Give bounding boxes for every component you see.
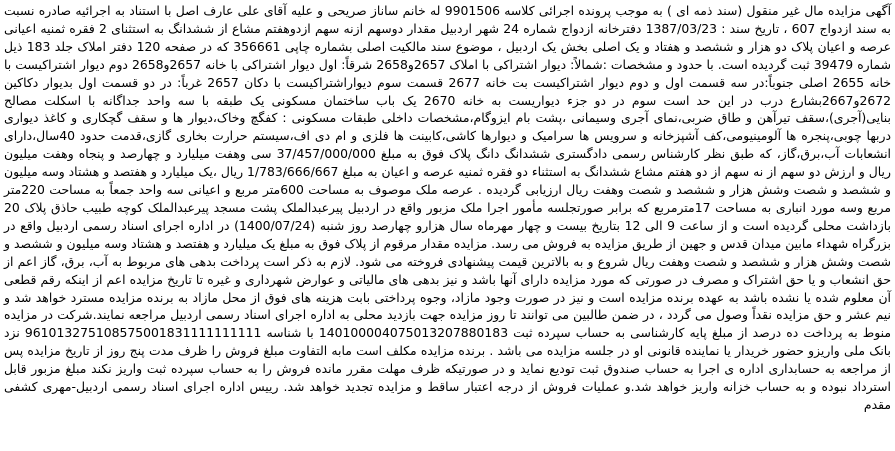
notice-body: آگهی مزایده مال غیر منقول (سند ذمه ای ) به موجب پرونده اجرائی کلاسه 9901506 له خانم ساناز صریحی و علیه آقای علی عارف اصل با استناد به اجرائیه صادره نسبت به سند ازدواج 607 ، تاریخ سند : 1387/03/23 دفترخانه ازدواج شماره 24 شهر اردبیل مقدار دوسهم ازنه سهم ازدوهفتم مشاع از ششدانگ به استثنای 2 فقره ثمنیه اعیانی عرصه و اعیان پلاک دو هزار و ششصد و هفتاد و یک اصلی بخش یک اردبیل ، موضوع سند مالکیت اصلی بشماره چاپی 356661 که در صفحه 120 دفتر املاک جلد 183 ذیل شماره 39479 ثبت گردیده است. با حدود و مشخصات :شمالاً: دیوار اشتراکی با املاک 2657و2658 شرقاً: اول دیوار اشتراکی با خانه 2657و2658 دوم دیوار اشتراکیست با خانه 2655 اصلی جنوباً:در سه قسمت اول و دوم دیوار اشتراکیست بت خانه 2677 قسمت سوم دیواراشتراکیست با دکان 2657 غرباً: در دو قسمت اول بدیوار دکاکین 2672و2667بشارع درب در این حد است سوم در دو جزء دیواریست به خانه 2670 یک باب ساختمان مسکونی یک طبقه با سه واحد جداگانه با اسکلت مصالح بنایی(آجری)،سقف تیرآهن و طاق ضربی،نمای آجری وسیمانی ،پشت بام ایزوگام،مشخصات داخلی طبقات مسکونی : کفگچ وخاک،دیوار ها و سقف گچکاری و کاغذ دیواری دربها چوبی،پنجره ها آلومینیومی،کف آشپزخانه و سرویس ها سرامیک و دیوارها کاشی،کابینت ها فلزی و ام دی اف،سیستم حرارت بخاری گازی،قدمت حدود 40سال،دارای انشعابات آب،برق،گاز، که طبق نظر کارشناس رسمی دادگستری ششدانگ دانگ پلاک فوق به مبلغ 37/457/000/000 سی وهفت میلیارد و چهارصد و پنجاه وهفت میلیون ریال و ارزش دو سهم از نه سهم از دو هفتم مشاع ششدانگ به استثناء دو فقره ثمنیه عرصه و اعیان به مبلغ 1/783/666/667 ریال ،یک میلیارد و هفتصد و هشتاد وسه میلیون و ششصد و شصت وشش هزار و ششصد و شصت وهفت ریال ارزیابی گردیده . عرصه ملک موصوف به مساحت 600متر مربع و اعیانی سه واحد جمعاً به مساحت 220متر مربع وسه مورد انباری به مساحت 17مترمربع که برابر صورتجلسه مأمور اجرا ملک مزبور واقع در اردبیل پیرعبدالملک پشت مسجد پیرعبدالملک کوچه طبیب حاذق پلاک 20 بازداشت محلی گردیده است و از ساعت 9 الی 12 بتاریخ بیست و چهار مهرماه سال هزارو چهارصد روز شنبه (1400/07/24) در اداره اجرای اسناد رسمی اردبیل واقع در بزرگراه شهداء مابین میدان قدس و جهین از طریق مزایده به فروش می رسد. مزایده مقدار مرقوم از پلاک فوق به مبلغ یک میلیارد و هفتصد و هشتاد وسه میلیون و ششصد و شصت وشش هزار و ششصد و شصت وهفت ریال شروع و به بالاترین قیمت پیشنهادی فروخته می شود. لازم به ذکر است پرداخت بدهی های مربوط به آب، برق، گاز اعم از حق انشعاب و یا حق اشتراک و مصرف در صورتی که مورد مزایده دارای آنها باشد و نیز بدهی های مالیاتی و عوارض شهرداری و غیره تا تاریخ مزایده اعم از اینکه رقم قطعی آن معلوم شده یا نشده باشد به عهده برنده مزایده است و نیز در صورت وجود مازاد، وجوه پرداختی بابت هزینه های فوق از محل مازاد به برنده مزایده مسترد خواهد شد و نیم عشر و حق مزایده نقداً وصول می گردد ، در ضمن طالبین می توانند تا روز مزایده جهت بازدید محلی به اداره اجرای اسناد رسمی اردبیل مراجعه نمایند.شرکت در مزایده منوط به پرداخت ده درصد از مبلغ پایه کارشناسی به حساب سپرده ثبت 140100004075013207880183 با شناسه 961013275108575001831111111111 نزد بانک ملی واریزو حضور خریدار یا نماینده قانونی او در جلسه مزایده می باشد . برنده مزایده مکلف است مابه التفاوت مبلغ فروش را ظرف مدت پنج روز از تاریخ مزایده پس از مراجعه به حسابداری اداره ی اجرا به حساب صندوق ثبت تودیع نماید و در صورتیکه ظرف مهلت مقرر مانده فروش را به حساب سپرده ثبت واریز نکند مبلغ مزبور قابل استرداد نبوده و به حساب خزانه واریز خواهد شد.و عملیات فروش از درجه اعتبار ساقط و مزایده تجدید خواهد شد. رییس اداره اجرای اسناد رسمی اردبیل-مهری کشفی مقدم: [4, 3, 892, 412]
